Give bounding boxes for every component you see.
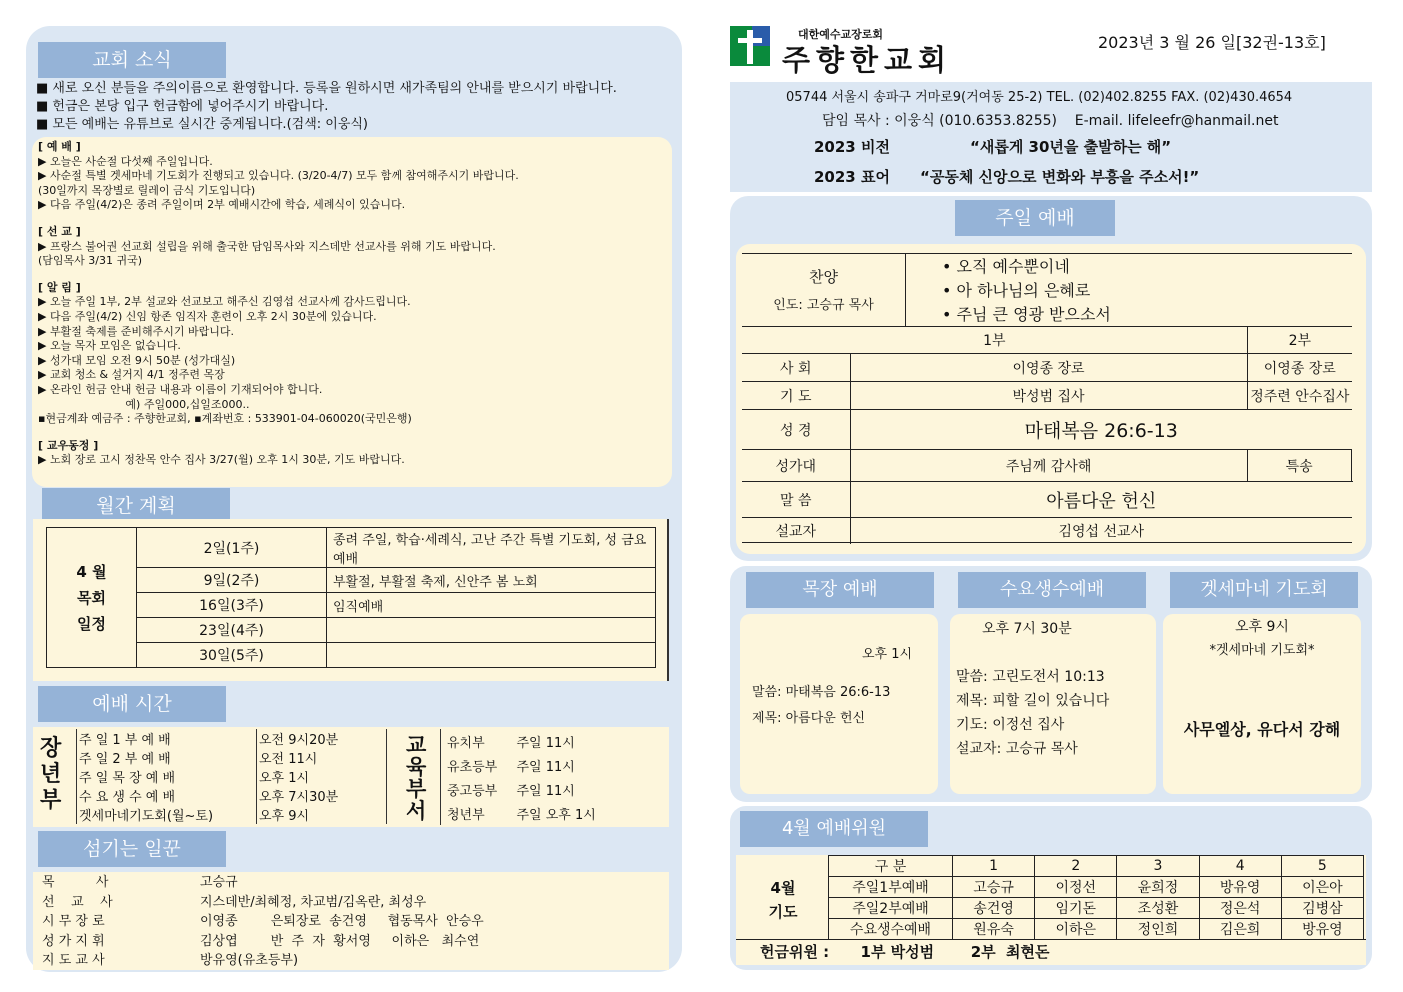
- monthly-table: 4 월 목회 일정 2일(1주) 종려 주일, 학습·세례식, 고난 주간 특별 기도회, 성 금요예배 9일(2주) 부활절, 부활절 축제, 신안주 봄 노회 16일(3주) 임직예배 23일(4주) 30일(5주): [46, 527, 656, 668]
- servants-values: 고승규 지스데반/최혜정, 차교범/김옥란, 최성우 이영종 은퇴장로 송건영 협동목사 안승우 김상엽 반 주 자 황서영 이하은 최수연 방유영(유초등부): [200, 875, 484, 968]
- gethsemane-header: 겟세마네 기도회: [1170, 572, 1358, 608]
- offering-committee: 헌금위원 : 1부 박성범 2부 최현돈: [760, 943, 1050, 961]
- wednesday-verse: 말씀: 고린도전서 10:13: [956, 669, 1105, 685]
- mokjang-verse: 말씀: 마태복음 26:6-13: [752, 685, 891, 700]
- mokjang-header: 목장 예배: [746, 572, 934, 608]
- song-list: • 오직 예수뿐이네 • 아 하나님의 은혜로 • 주님 큰 영광 받으소서: [942, 257, 1111, 324]
- church-logo: [730, 26, 770, 66]
- mokjang-time: 오후 1시: [862, 647, 913, 662]
- edu-label: 교육부서: [406, 733, 427, 823]
- wednesday-header: 수요생수예배: [958, 572, 1146, 608]
- gethsemane-name: *겟세마네 기도회*: [1209, 643, 1315, 658]
- servants-header: 섬기는 일꾼: [38, 831, 226, 867]
- praise-leader: 인도: 고승규 목사: [773, 298, 874, 313]
- news-content: [ 예 배 ] ▶ 오늘은 사순절 다섯째 주일입니다. ▶ 사순절 특별 겟세마네 기도회가 진행되고 있습니다. (3/20-4/7) 모두 함께 참여해주시기 바랍니다. (30일까지 목장별로 릴레이 금식 기도입니다) ▶ 다음 주일(4/2)은 종려 주일이며 2부 예배시간에 학습, 세례식이 있습니다. [ 선 교 ] ▶ 프랑스 불어권 선교회 설립을 위해 출국한 담임목사와 지스데반 선교사를 위해 기도 바랍니다. (담임목사 3/31 귀국) [ 알 림 ] ▶ 오늘 주일 1부, 2부 설교와 선교보고 해주신 김영섭 선교사께 감사드립니다. ▶ 다음 주일(4/2) 신임 항존 임직자 훈련이 오후 2시 30분에 있습니다. ▶ 부활절 축제를 준비해주시기 바랍니다. ▶ 오늘 목자 모임은 없습니다. ▶ 성가대 모임 오전 9시 50분 (성가대실) ▶ 교회 청소 & 설거지 4/1 정주련 목장 ▶ 온라인 헌금 안내 헌금 내용과 이름이 기재되어야 합니다. 예) 주일000,십일조000.. ▪현금계좌 예금주 : 주향한교회, ▪계좌번호 : 533901-04-060020(국민은행) [ 교우동정 ] ▶ 노회 장로 고시 정찬목 안수 집사 3/27(월) 오후 1시 30분, 기도 바랍니다.: [38, 140, 519, 467]
- gethsemane-text: 사무엘상, 유다서 강해: [1183, 720, 1341, 739]
- sunday-header: 주일 예배: [955, 200, 1115, 236]
- edu-times: 유치부 주일 11시 유초등부 주일 11시 중고등부 주일 11시 청년부 주일 오후 1시: [440, 729, 598, 825]
- notice-header: 교회 소식: [38, 42, 226, 78]
- praise-label: 찬양: [809, 268, 838, 286]
- april-line: [736, 939, 1366, 940]
- church-name: 주향한교회: [782, 43, 953, 77]
- wednesday-prayer: 기도: 이정선 집사: [956, 717, 1065, 733]
- motto-label: 2023 표어: [814, 168, 890, 186]
- wednesday-topic: 제목: 피할 길이 있습니다: [956, 693, 1110, 709]
- monthly-label: 4 월 목회 일정: [47, 528, 137, 668]
- adult-times: 주 일 1 부 예 배 오전 9시20분 주 일 2 부 예 배 오전 11시 주 일 목 장 예 배 오후 1시 수 요 생 수 예 배 오후 7시30분 겟세마네기도회(월~토) 오후 9시: [76, 729, 387, 824]
- gethsemane-box: [1163, 614, 1361, 794]
- times-header: 예배 시간: [38, 686, 226, 722]
- wednesday-time: 오후 7시 30분: [982, 621, 1072, 637]
- monthly-header: 월간 계획: [42, 488, 230, 524]
- vision-text: “새롭게 30년을 출발하는 해”: [970, 138, 1172, 156]
- mokjang-box: [740, 614, 938, 794]
- mokjang-topic: 제목: 아름다운 헌신: [752, 711, 866, 726]
- april-table: 구 분 1 2 3 4 5 주일1부예배 고승규 이정선 윤희정 방유영 이은아 주일2부예배 송건영 임기돈 조성환 정은석 김병삼 수요생수예배 원유숙 이하은 정인희 김은희 방유영: [828, 855, 1364, 940]
- notice-lines: ■ 새로 오신 분들을 주의이름으로 환영합니다. 등록을 원하시면 새가족팀의 안내를 받으시기 바랍니다. ■ 헌금은 본당 입구 헌금함에 넣어주시기 바랍니다. ■ 모든 예배는 유튜브로 실시간 중계됩니다.(검색: 이웅식): [36, 81, 617, 132]
- denomination: 대한예수교장로회: [798, 28, 884, 41]
- sunday-table: 찬양 인도: 고승규 목사 • 오직 예수뿐이네 • 아 하나님의 은혜로 • 주님 큰 영광 받으소서 1부 2부 사 회 이영종 장로 이영종 장로 기 도 박성범 집사 정주련 안수집사 성 경 마태복음 26:6-13 성가대 주님께 감사해 특송 말 씀 아름다운 헌신 설교자 김영섭 선교사: [742, 253, 1352, 543]
- gethsemane-time: 오후 9시: [1235, 619, 1289, 635]
- bulletin-date: 2023년 3 월 26 일[32권-13호]: [1098, 33, 1326, 52]
- address: 05744 서울시 송파구 거마로9(거여동 25-2) TEL. (02)402.8255 FAX. (02)430.4654: [786, 90, 1293, 105]
- adult-label: 장년부: [40, 736, 62, 813]
- pastor-info: 담임 목사 : 이웅식 (010.6353.8255) E-mail. lifeleefr@hanmail.net: [822, 113, 1279, 129]
- servants-list: 목 사 선 교 사 시 무 장 로 성 가 지 휘 지 도 교 사: [42, 875, 113, 968]
- april-label: 4월 기도: [768, 879, 798, 921]
- vision-label: 2023 비전: [814, 138, 890, 156]
- motto-text: “공동체 신앙으로 변화와 부흥을 주소서!”: [920, 168, 1200, 186]
- cross-logo-icon: [730, 26, 770, 66]
- april-header: 4월 예배위원: [740, 811, 928, 847]
- wednesday-preacher: 설교자: 고승규 목사: [956, 741, 1078, 757]
